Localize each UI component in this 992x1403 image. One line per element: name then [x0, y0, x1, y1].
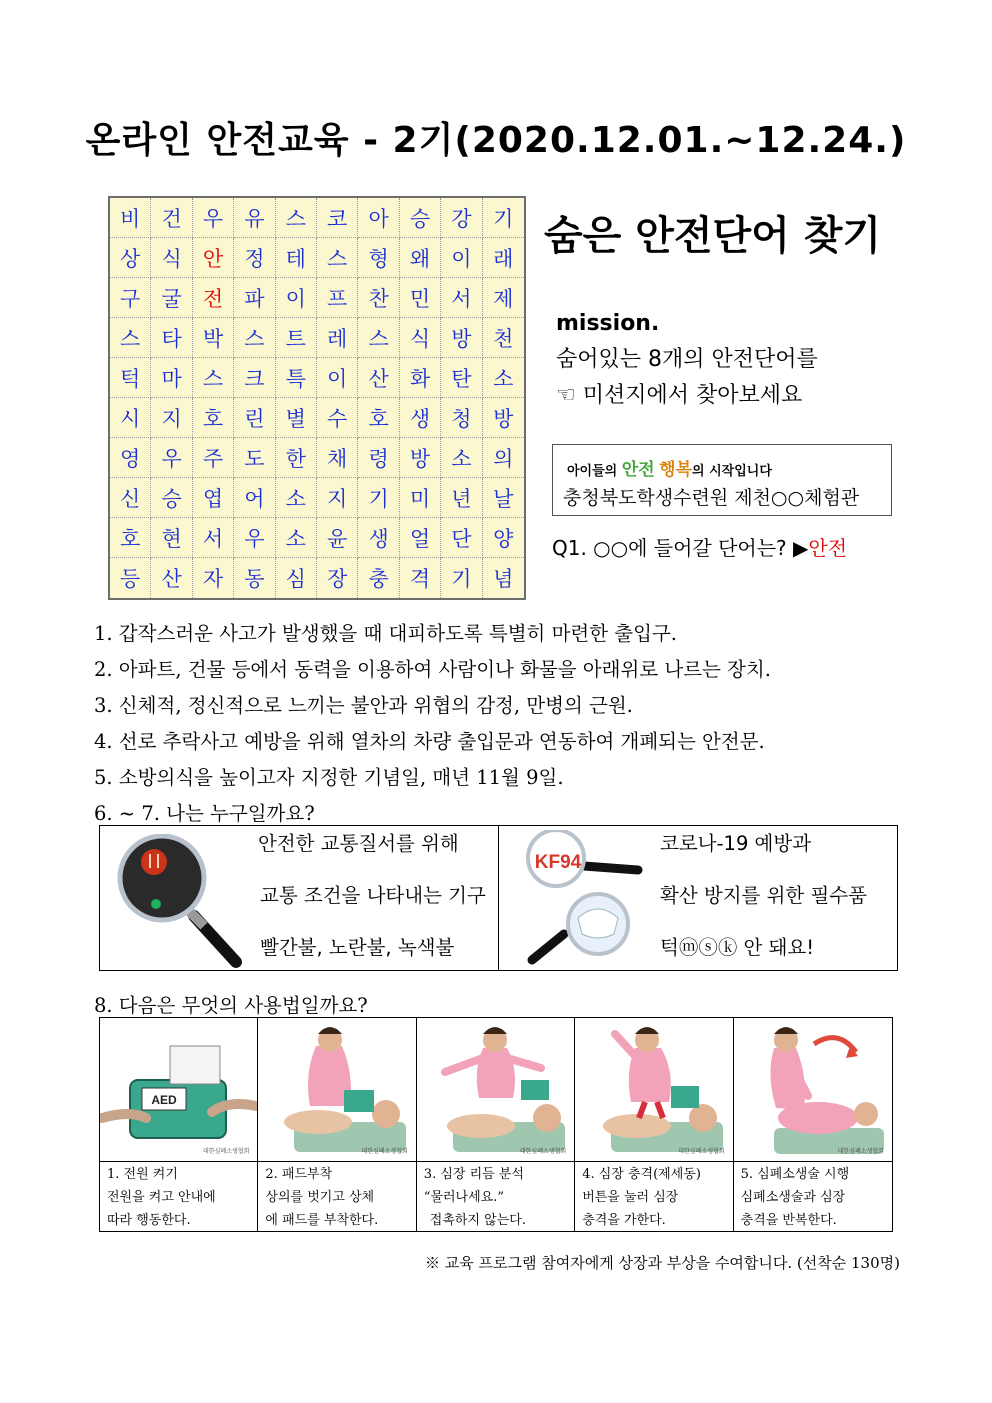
grid-cell[interactable]: 산 — [358, 358, 399, 398]
svg-text:KF94: KF94 — [534, 852, 582, 873]
grid-cell[interactable]: 제 — [483, 278, 524, 318]
grid-cell[interactable]: 령 — [358, 438, 399, 478]
grid-cell[interactable]: 신 — [110, 478, 151, 518]
grid-cell[interactable]: 동 — [234, 558, 275, 598]
grid-cell[interactable]: 승 — [400, 198, 441, 238]
aed-device-icon — [100, 1018, 258, 1162]
grid-cell[interactable]: 념 — [493, 567, 514, 591]
organization-name: 충청북도학생수련원 제천○○체험관 — [563, 487, 860, 509]
grid-cell[interactable]: 승 — [151, 478, 192, 518]
grid-cell[interactable]: 미 — [400, 478, 441, 518]
grid-cell[interactable]: 기 — [358, 478, 399, 518]
grid-cell[interactable]: 턱 — [110, 358, 151, 398]
grid-cell[interactable]: 도 — [234, 438, 275, 478]
mission-line-2: ☜ 미션지에서 찾아보세요 — [556, 383, 803, 408]
analyze-rhythm-illustration-icon — [417, 1018, 575, 1162]
grid-cell[interactable]: 민 — [400, 278, 441, 318]
question-item: 4. 선로 추락사고 예방을 위해 열차의 차량 출입문과 연동하여 개폐되는 안전문. — [94, 730, 765, 753]
grid-cell[interactable]: 화 — [400, 358, 441, 398]
grid-cell[interactable]: 우 — [151, 438, 192, 478]
step-1-image — [100, 1018, 258, 1162]
grid-cell[interactable]: 굴 — [151, 278, 192, 318]
cpr-illustration-icon — [734, 1018, 892, 1162]
grid-cell[interactable]: 호 — [193, 398, 234, 438]
grid-cell[interactable]: 청 — [441, 398, 482, 438]
grid-cell[interactable]: 비 — [110, 198, 151, 238]
question-item: 3. 신체적, 정신적으로 느끼는 불안과 위협의 감정, 만병의 근원. — [94, 694, 633, 717]
step-2-image — [258, 1018, 416, 1162]
grid-cell[interactable]: 산 — [151, 558, 192, 598]
q1-question: Q1. ○○에 들어갈 단어는? ▶안전 — [552, 536, 848, 560]
grid-cell[interactable]: 이 — [276, 278, 317, 318]
grid-cell[interactable]: 수 — [317, 398, 358, 438]
grid-cell[interactable]: 특 — [276, 358, 317, 398]
grid-cell[interactable]: 장 — [317, 558, 358, 598]
grid-cell[interactable]: 영 — [110, 438, 151, 478]
grid-cell[interactable]: 박 — [193, 318, 234, 358]
box6-line-2: 교통 조건을 나타내는 기구 — [260, 884, 486, 907]
question-8: 8. 다음은 무엇의 사용법일까요? — [94, 994, 368, 1017]
grid-cell[interactable]: 년 — [441, 478, 482, 518]
grid-cell[interactable]: 스 — [358, 318, 399, 358]
question-item: 1. 갑작스러운 사고가 발생했을 때 대피하도록 특별히 마련한 출입구. — [94, 622, 677, 645]
step-caption: 5. 심폐소생술 시행 심폐소생술과 심장 충격을 반복한다. — [740, 1167, 850, 1228]
grid-cell[interactable]: 얼 — [400, 518, 441, 558]
grid-cell[interactable]: 채 — [317, 438, 358, 478]
grid-cell[interactable]: 생 — [400, 398, 441, 438]
grid-cell[interactable]: 방 — [400, 438, 441, 478]
grid-cell[interactable]: 크 — [234, 358, 275, 398]
box-divider — [498, 826, 499, 970]
grid-cell[interactable]: 스 — [317, 238, 358, 278]
question-item: 5. 소방의식을 높이고자 지정한 기념일, 매년 11월 9일. — [94, 766, 564, 789]
grid-cell[interactable]: 스 — [234, 318, 275, 358]
image-credit: 대한심폐소생협회 — [519, 1148, 567, 1155]
grid-cell[interactable]: 엽 — [193, 478, 234, 518]
grid-cell[interactable]: 호 — [358, 398, 399, 438]
grid-cell[interactable]: 건 — [151, 198, 192, 238]
grid-cell[interactable]: 소 — [483, 358, 524, 398]
grid-cell[interactable]: 정 — [234, 238, 275, 278]
banner-slogan: 아이들의 안전 행복의 시작입니다 — [567, 460, 772, 480]
traffic-light-magnifier-icon — [114, 834, 244, 968]
grid-cell[interactable]: 코 — [317, 198, 358, 238]
grid-cell[interactable]: 우 — [193, 198, 234, 238]
grid-cell[interactable]: 별 — [276, 398, 317, 438]
step-caption: 3. 심장 리듬 분석 “물러나세요.” 접촉하지 않는다. — [417, 1162, 575, 1231]
grid-cell[interactable]: 안 — [193, 238, 234, 278]
grid-cell[interactable]: 린 — [234, 398, 275, 438]
grid-cell[interactable]: 천 — [483, 318, 524, 358]
grid-cell[interactable]: 래 — [483, 238, 524, 278]
box6-line-1: 안전한 교통질서를 위해 — [258, 832, 459, 855]
grid-cell[interactable]: 스 — [110, 318, 151, 358]
image-credit: 대한심폐소생협회 — [361, 1148, 408, 1155]
step-5-image — [734, 1018, 892, 1162]
grid-cell[interactable]: 양 — [483, 518, 524, 558]
mission-text — [556, 306, 818, 414]
footnote: ※ 교육 프로그램 참여자에게 상장과 부상을 수여합니다. (선착순 130명) — [425, 1254, 900, 1272]
mission-line-1: 숨어있는 8개의 안전단어를 — [556, 347, 818, 372]
question-item: 6. ~ 7. 나는 누구일까요? — [94, 802, 315, 825]
grid-cell[interactable]: 유 — [234, 198, 275, 238]
grid-cell[interactable]: 프 — [317, 278, 358, 318]
mission-label: mission. — [556, 311, 660, 336]
grid-cell[interactable]: 타 — [151, 318, 192, 358]
grid-cell[interactable]: 심 — [276, 558, 317, 598]
grid-cell[interactable]: 방 — [483, 398, 524, 438]
step-caption: 1. 전원 켜기 전원을 켜고 안내에 따라 행동한다. — [100, 1162, 258, 1231]
grid-cell[interactable]: 시 — [110, 398, 151, 438]
step-caption: 4. 심장 충격(제세동) 버튼을 눌러 심장 충격을 가한다. — [575, 1162, 733, 1231]
svg-text:AED: AED — [151, 1093, 177, 1107]
grid-cell[interactable]: 상 — [110, 238, 151, 278]
grid-cell[interactable]: 현 — [151, 518, 192, 558]
shock-illustration-icon — [575, 1018, 733, 1162]
grid-cell[interactable]: 파 — [234, 278, 275, 318]
grid-cell[interactable]: 충 — [358, 558, 399, 598]
grid-cell[interactable]: 탄 — [441, 358, 482, 398]
quiz-6-7-box — [99, 825, 898, 971]
grid-cell[interactable]: 등 — [110, 558, 151, 598]
grid-cell[interactable]: 생 — [358, 518, 399, 558]
grid-cell[interactable]: 기 — [441, 558, 482, 598]
grid-cell[interactable]: 형 — [358, 238, 399, 278]
grid-cell[interactable]: 테 — [276, 238, 317, 278]
grid-cell[interactable]: 격 — [400, 558, 441, 598]
grid-cell[interactable]: 식 — [151, 238, 192, 278]
grid-cell[interactable]: 강 — [441, 198, 482, 238]
grid-cell[interactable]: 서 — [193, 518, 234, 558]
grid-cell[interactable]: 구 — [110, 278, 151, 318]
grid-cell[interactable]: 이 — [317, 358, 358, 398]
grid-cell[interactable]: 지 — [317, 478, 358, 518]
image-credit: 대한심폐소생협회 — [678, 1148, 725, 1155]
grid-cell[interactable]: 트 — [276, 318, 317, 358]
box7-line-2: 확산 방지를 위한 필수품 — [660, 884, 867, 907]
page-title: 온라인 안전교육 - 2기(2020.12.01.~12.24.) — [85, 120, 907, 161]
word-search-grid[interactable] — [108, 196, 526, 600]
grid-cell[interactable]: 의 — [483, 438, 524, 478]
grid-cell[interactable]: 서 — [441, 278, 482, 318]
grid-cell[interactable]: 어 — [234, 478, 275, 518]
grid-cell[interactable]: 소 — [276, 478, 317, 518]
step-3-image — [417, 1018, 575, 1162]
attach-pads-illustration-icon — [258, 1018, 416, 1162]
grid-cell[interactable]: 한 — [276, 438, 317, 478]
grid-cell[interactable]: 소 — [441, 438, 482, 478]
question-item: 2. 아파트, 건물 등에서 동력을 이용하여 사람이나 화물을 아래위로 나르는 장치. — [94, 658, 771, 681]
grid-cell[interactable]: 레 — [317, 318, 358, 358]
image-credit: 대한심폐소생협회 — [837, 1148, 884, 1155]
grid-cell[interactable]: 소 — [276, 518, 317, 558]
aed-steps-table — [99, 1017, 893, 1232]
grid-cell[interactable]: 전 — [193, 278, 234, 318]
grid-cell[interactable]: 기 — [483, 198, 524, 238]
mask-magnifier-icon — [514, 830, 664, 970]
grid-cell[interactable]: 식 — [400, 318, 441, 358]
grid-cell[interactable]: 마 — [151, 358, 192, 398]
grid-cell[interactable]: 날 — [483, 478, 524, 518]
grid-cell[interactable]: 스 — [276, 198, 317, 238]
grid-cell[interactable]: 아 — [358, 198, 399, 238]
box7-line-3: 턱ⓜⓢⓚ 안 돼요! — [660, 936, 815, 959]
grid-cell[interactable]: 지 — [151, 398, 192, 438]
organization-banner — [552, 444, 892, 516]
grid-cell[interactable]: 윤 — [317, 518, 358, 558]
q1-answer: 안전 — [808, 536, 848, 560]
step-caption: 2. 패드부착 상의를 벗기고 상체 에 패드를 부착한다. — [258, 1162, 416, 1231]
box6-line-3: 빨간불, 노란불, 녹색불 — [260, 936, 455, 959]
box7-line-1: 코로나-19 예방과 — [660, 832, 812, 855]
grid-cell[interactable]: 주 — [193, 438, 234, 478]
grid-cell[interactable]: 호 — [110, 518, 151, 558]
grid-cell[interactable]: 왜 — [400, 238, 441, 278]
grid-cell[interactable]: 찬 — [358, 278, 399, 318]
grid-cell[interactable]: 스 — [193, 358, 234, 398]
grid-cell[interactable]: 단 — [441, 518, 482, 558]
grid-cell[interactable]: 우 — [234, 518, 275, 558]
question-list — [94, 618, 771, 834]
grid-cell[interactable]: 방 — [441, 318, 482, 358]
grid-cell[interactable]: 이 — [441, 238, 482, 278]
image-credit: 대한심폐소생협회 — [203, 1148, 250, 1155]
grid-cell[interactable]: 자 — [193, 558, 234, 598]
puzzle-heading: 숨은 안전단어 찾기 — [544, 213, 881, 259]
step-4-image — [575, 1018, 733, 1162]
